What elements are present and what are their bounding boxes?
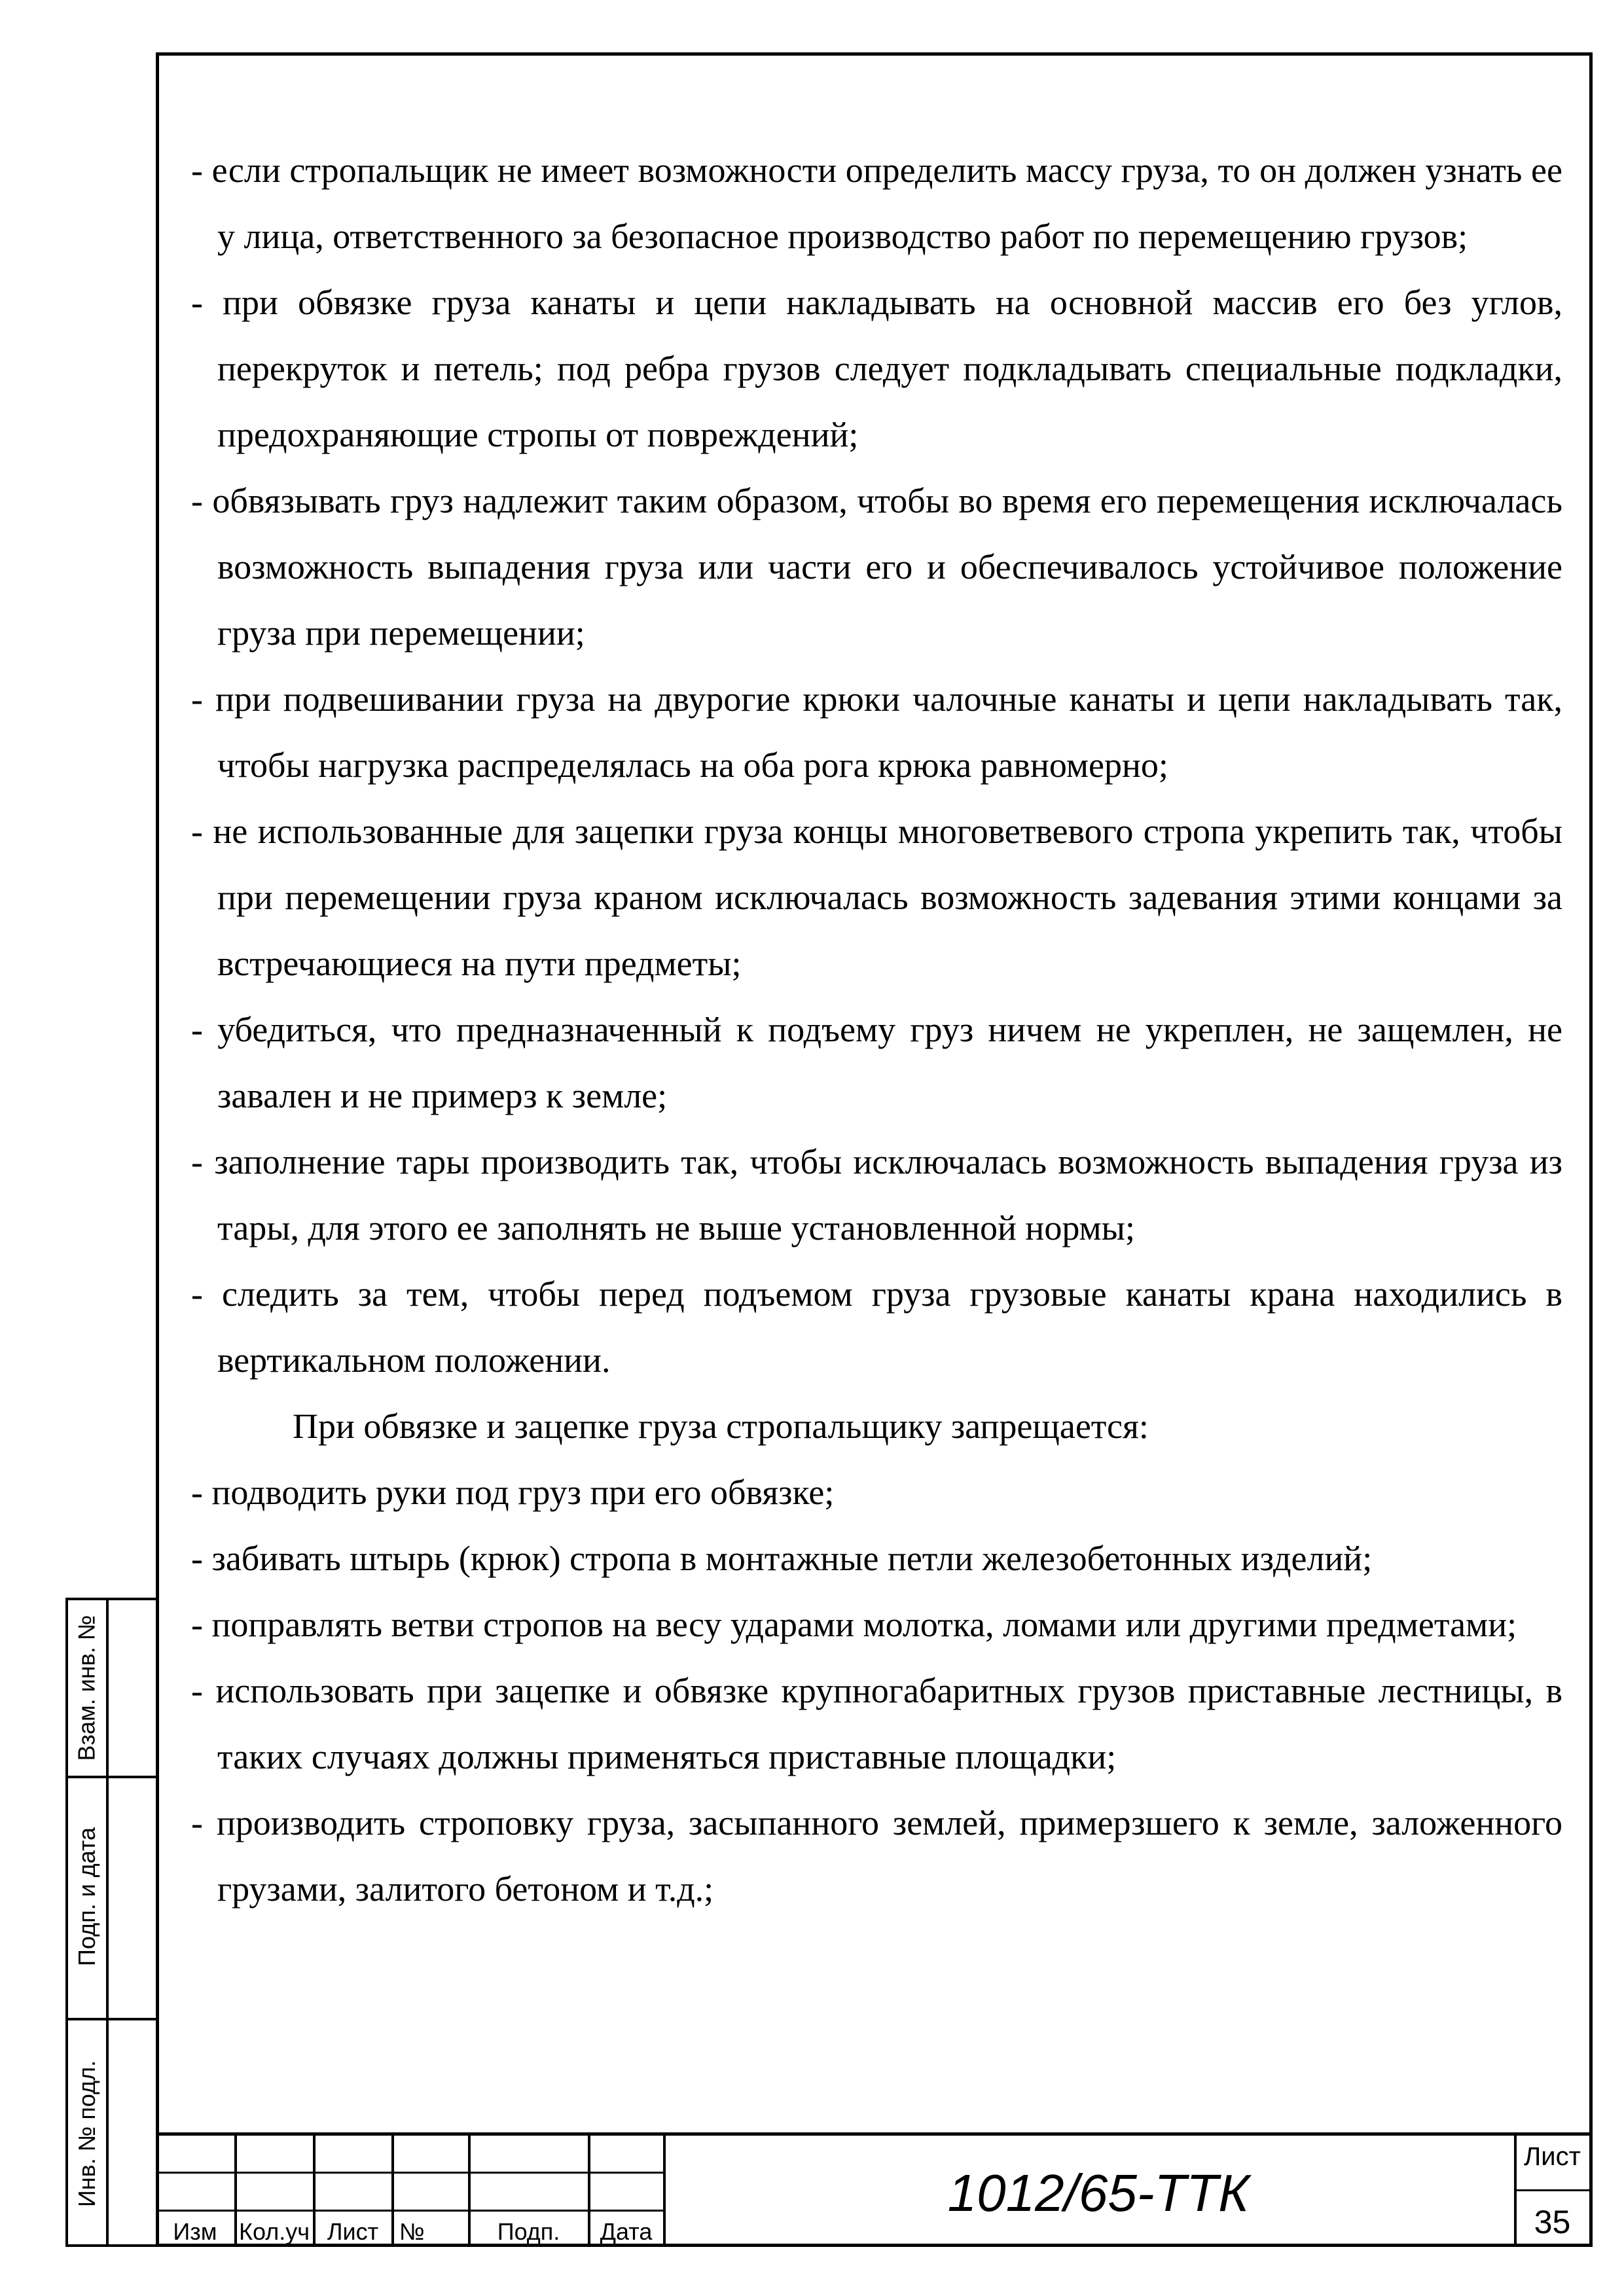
list-item: - если стропальщик не имеет возможности определить массу груза, то он должен узнать ее у лица, ответственного за безопасное производство работ по перемещению грузов; <box>191 151 1562 256</box>
side-stamp-cell <box>68 2018 106 2250</box>
list-item: - не использованные для зацепки груза концы многоветвевого стропа укрепить так, чтобы при перемещении груза краном исключалась возможность задевания этими концами за встречающиеся на пути предметы; <box>191 812 1562 983</box>
document-code: 1012/65-ТТК <box>947 2163 1250 2222</box>
revision-column-label: Изм <box>173 2218 217 2245</box>
list-item: - использовать при зацепке и обвязке крупногабаритных грузов приставные лестницы, в таких случаях должны применяться приставные площадки; <box>191 1671 1562 1776</box>
list-item: - поправлять ветви стропов на весу ударами молотка, ломами или другими предметами; <box>191 1605 1517 1644</box>
title-block-divider <box>156 2172 663 2174</box>
side-stamp-cell <box>68 1600 106 1776</box>
sheet-number: 35 <box>1534 2204 1571 2240</box>
title-block <box>156 2132 1593 2247</box>
side-stamp <box>65 1598 156 2247</box>
signature-column-label: Подп. <box>497 2218 560 2245</box>
title-block-divider <box>1514 2189 1593 2191</box>
original-inventory-label: Инв. № подл. <box>73 2060 100 2208</box>
list-item: - при обвязке груза канаты и цепи накладывать на основной массив его без углов, перекруток и петель; под ребра грузов следует подкладывать специальные подкладки, предохраняющие стропы от повреждений; <box>191 283 1562 454</box>
section-intro: При обвязке и зацепке груза стропальщику запрещается: <box>293 1407 1149 1446</box>
list-item: - убедиться, что предназначенный к подъему груз ничем не укреплен, не защемлен, не завален и не примерз к земле; <box>191 1010 1562 1115</box>
list-item: - заполнение тары производить так, чтобы исключалась возможность выпадения груза из тары, для этого ее заполнять не выше установленной нормы; <box>191 1142 1562 1247</box>
list-item: - следить за тем, чтобы перед подъемом груза грузовые канаты крана находились в вертикальном положении. <box>191 1274 1562 1380</box>
side-stamp-divider <box>106 1600 109 2244</box>
list-item: - подводить руки под груз при его обвязке; <box>191 1473 835 1512</box>
signature-date-label: Подп. и дата <box>73 1827 100 1967</box>
sheet-label: Лист <box>1524 2142 1581 2171</box>
side-stamp-cell <box>68 1776 106 2018</box>
list-item: - обвязывать груз надлежит таким образом, чтобы во время его перемещения исключалась возможность выпадения груза или части его и обеспечивалось устойчивое положение груза при перемещении; <box>191 481 1562 653</box>
list-item: - производить строповку груза, засыпанного землей, примерзшего к земле, заложенного грузами, залитого бетоном и т.д.; <box>191 1803 1562 1909</box>
list-item: - при подвешивании груза на двурогие крюки чалочные канаты и цепи накладывать так, чтобы нагрузка распределялась на оба рога крюка равномерно; <box>191 679 1562 785</box>
date-column-label: Дата <box>600 2218 653 2245</box>
sheet-column-label: Лист <box>327 2218 379 2245</box>
document-body <box>191 137 1562 1922</box>
document-number-column-label: № <box>399 2218 425 2245</box>
quantity-column-label: Кол.уч <box>239 2218 310 2245</box>
list-item: - забивать штырь (крюк) стропа в монтажные петли железобетонных изделий; <box>191 1539 1373 1578</box>
title-block-divider <box>156 2210 663 2212</box>
replacement-inventory-label: Взам. инв. № <box>73 1615 100 1761</box>
